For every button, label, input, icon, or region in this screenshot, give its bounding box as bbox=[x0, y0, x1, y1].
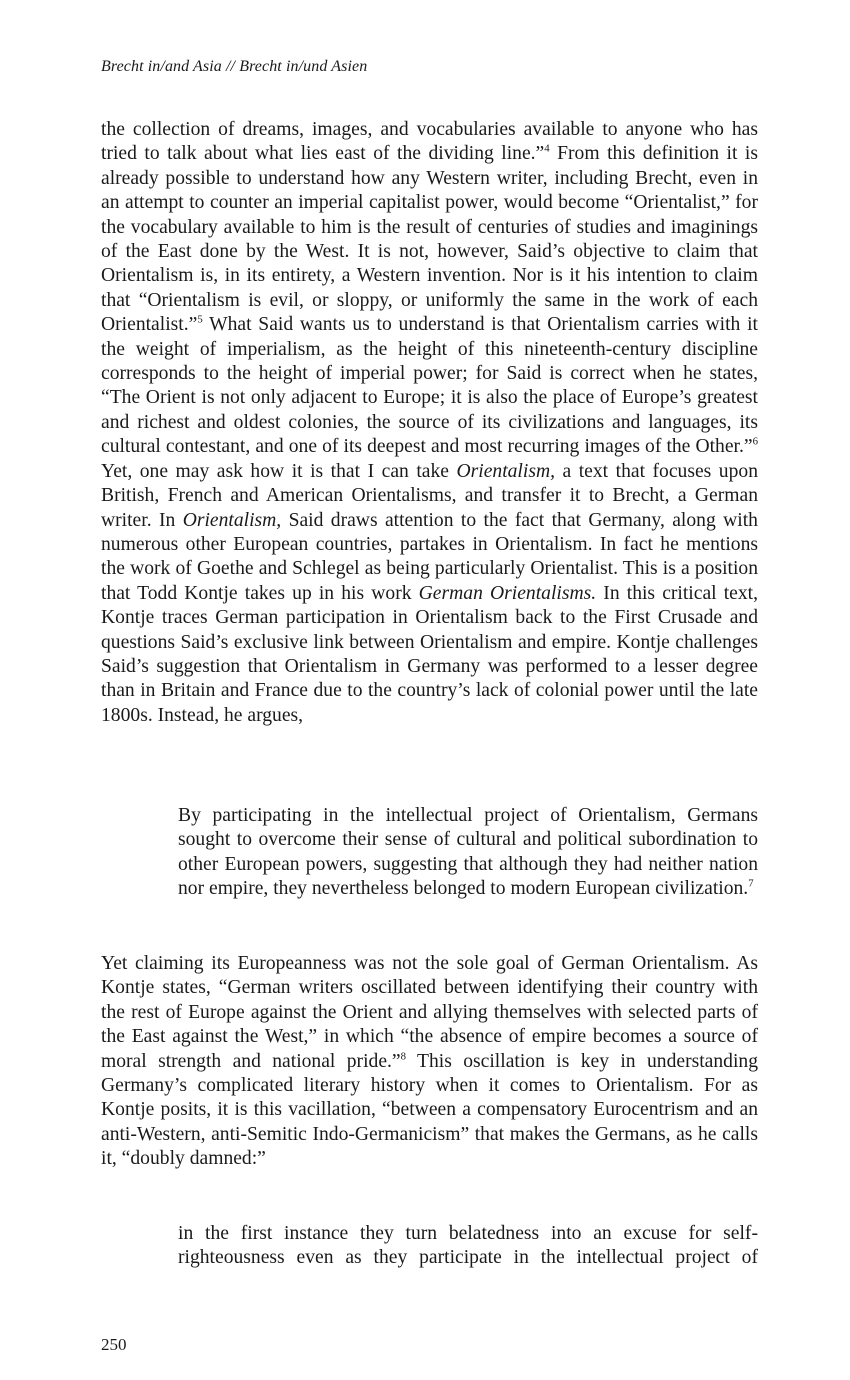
block-quote-1 bbox=[178, 804, 758, 902]
italic-title: Orientalism, bbox=[456, 460, 555, 482]
block-quote-2 bbox=[178, 1222, 758, 1271]
text-run: What Said wants us to understand is that Orientalism carries with it the weight of imperialism, as the height of this nineteenth-century discipline corresponds to the height of imperial power; for Said is correct when he states, “The Orient is not only adjacent to Europe; it is also the place of Europe’s greatest and richest and oldest colonies, the source of its civilizations and languages, its cultural contestant, and one of its deepest and most recurring images of the Other.” bbox=[101, 314, 758, 458]
body-paragraph-2 bbox=[101, 952, 758, 1172]
text-run: the collection of dreams, images, and vocabularies available to anyone who has tried to talk about what lies east of the dividing line.” bbox=[101, 119, 758, 165]
footnote-marker: 4 bbox=[544, 142, 550, 155]
text-run: Said draws attention to the fact that Germany, along with numerous other European countries, partakes in Orientalism. In fact he mentions the work of Goethe and Schlegel as being particularly Orientalist. This is a position that Todd Kontje takes up in his work bbox=[101, 509, 758, 604]
footnote-marker: 7 bbox=[748, 877, 754, 890]
text-run: From this definition it is already possible to understand how any Western writer, including Brecht, even in an attempt to counter an imperial capitalist power, would become “Orientalist,” for the vocabulary available to him is the result of centuries of studies and imaginings of the East done by the West. It is not, however, Said’s objective to claim that Orientalism is, in its entirety, a Western invention. Nor is it his intention to claim that “Orientalism is evil, or sloppy, or uniformly the same in the work of each Orientalist.” bbox=[101, 143, 758, 336]
text-run: Yet, one may ask how it is that I can take bbox=[101, 460, 457, 482]
paragraph-text bbox=[101, 118, 758, 728]
text-run: Yet claiming its Europeanness was not the sole goal of German Orientalism. As Kontje states, “German writers oscillated between identifying their country with the rest of Europe against the Orient and allying themselves with selected parts of the East against the West,” in which “the absence of empire becomes a source of moral strength and national pride.” bbox=[101, 953, 758, 1072]
block-quote-text bbox=[178, 804, 758, 902]
italic-title: Orientalism, bbox=[182, 509, 282, 531]
text-run: in the first instance they turn belatedness into an excuse for self-righteousness even as they participate in the intellectual project of bbox=[178, 1223, 758, 1269]
text-run: a text that focuses upon British, French and American Orientalisms, and transfer it to Brecht, a German writer. In bbox=[101, 460, 758, 531]
text-run: This oscillation is key in understanding Germany’s complicated literary history when it comes to Orientalism. For as Kontje posits, it is this vacillation, “between a compensatory Eurocentrism and an anti-Western, anti-Semitic Indo-Germanicism” that makes the Germans, as he calls it, “doubly damned:” bbox=[101, 1050, 758, 1170]
footnote-marker: 8 bbox=[400, 1050, 406, 1063]
paragraph-text bbox=[101, 952, 758, 1172]
italic-title: German Orientalisms. bbox=[418, 582, 597, 604]
block-quote-text bbox=[178, 1222, 758, 1271]
body-paragraph-1 bbox=[101, 118, 758, 728]
text-run: By participating in the intellectual project of Orientalism, Germans sought to overcome their sense of cultural and political subordination to other European powers, suggesting that although they had neither nation nor empire, they nevertheless belonged to modern European civilization. bbox=[178, 805, 758, 900]
footnote-marker: 6 bbox=[752, 435, 758, 448]
running-head: Brecht in/and Asia // Brecht in/und Asien bbox=[101, 58, 368, 75]
page-number: 250 bbox=[101, 1335, 127, 1354]
footnote-marker: 5 bbox=[197, 313, 203, 326]
text-run: In this critical text, Kontje traces German participation in Orientalism back to the First Crusade and questions Said’s exclusive link between Orientalism and empire. Kontje challenges Said’s suggestion that Orientalism in Germany was performed to a lesser degree than in Britain and France due to the country’s lack of colonial power until the late 1800s. Instead, he argues, bbox=[101, 582, 758, 726]
